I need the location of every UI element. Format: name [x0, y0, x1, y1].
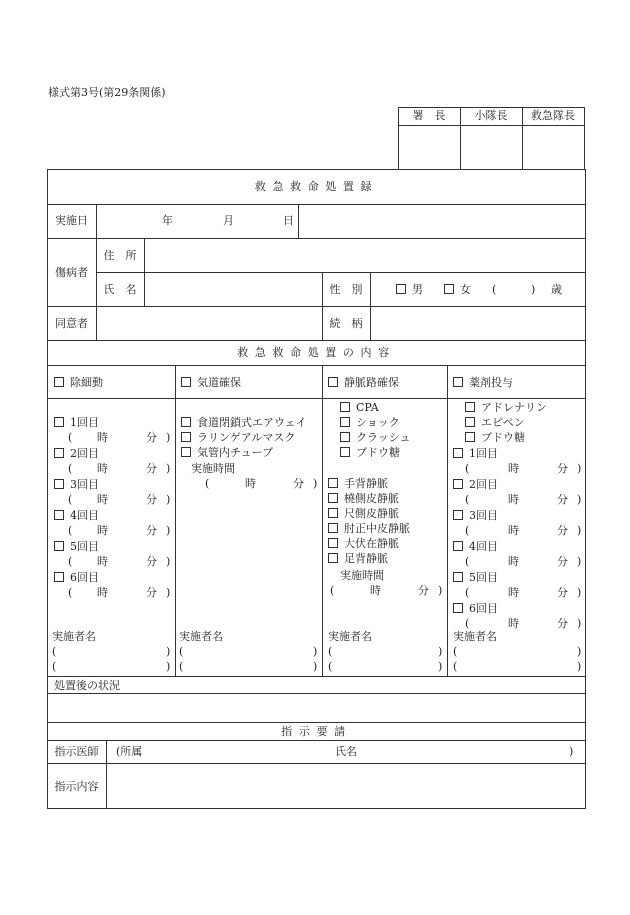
iv-condition-4-checkbox[interactable]: [340, 447, 350, 457]
drug-item-1: [453, 447, 498, 460]
drug-name-1: [465, 401, 547, 414]
iv-vein-4-checkbox[interactable]: [328, 523, 338, 533]
iv-vein-5-checkbox[interactable]: [328, 538, 338, 548]
drug-time-2-hour: 時: [508, 493, 519, 506]
defib-item-4: [54, 509, 99, 522]
airway-implementer-2-open: (: [179, 660, 184, 673]
drug-time-6-minute: 分: [557, 617, 568, 630]
approval-squad-leader-label: 小隊長: [474, 109, 508, 122]
iv-vein-6: [328, 552, 388, 565]
iv-vein-4: [328, 522, 410, 535]
defib-item-5-label: 5回目: [70, 540, 99, 553]
defib-implementer-2-open: (: [52, 660, 57, 673]
drug-time-3-hour: 時: [508, 524, 519, 537]
approval-chief-label: 署 長: [412, 109, 446, 122]
record-title: 救急救命処置録: [254, 180, 379, 193]
airway-item-3: [181, 446, 273, 459]
drug-time-1-close: ): [577, 462, 582, 475]
defib-label: 除細動: [70, 376, 103, 389]
iv-time-minute: 分: [418, 584, 429, 597]
defib-time-1-open: (: [68, 431, 73, 444]
defib-time-1-hour: 時: [97, 431, 108, 444]
defib-item-5: [54, 540, 99, 553]
drug-item-4: [453, 540, 498, 553]
drug-time-3-close: ): [577, 524, 582, 537]
iv-vein-3-checkbox[interactable]: [328, 508, 338, 518]
male-label: 男: [412, 283, 423, 296]
instruction-title: 指示要請: [281, 725, 352, 738]
defib-time-5-close: ): [166, 555, 171, 568]
drug-time-5-hour: 時: [508, 586, 519, 599]
defib-checkbox[interactable]: [54, 377, 64, 387]
drug-name-2-checkbox[interactable]: [465, 417, 475, 427]
drug-time-4-hour: 時: [508, 555, 519, 568]
defib-time-1-minute: 分: [146, 431, 157, 444]
drug-name-3-checkbox[interactable]: [465, 432, 475, 442]
iv-implementer-2-close: ): [438, 660, 443, 673]
day-label: 日: [283, 214, 294, 227]
iv-condition-1: [340, 401, 379, 414]
airway-implementer-2-close: ): [313, 660, 318, 673]
date-label: 実施日: [55, 214, 88, 227]
defib-time-1-close: ): [166, 431, 171, 444]
sex-options: [396, 283, 423, 296]
drug-time-4-close: ): [577, 555, 582, 568]
drug-item-3-label: 3回目: [469, 509, 498, 522]
after-status-label: 処置後の状況: [54, 679, 120, 692]
defib-item-4-label: 4回目: [70, 509, 99, 522]
defib-time-2-close: ): [166, 462, 171, 475]
drug-time-1-minute: 分: [557, 462, 568, 475]
iv-vein-6-label: 足背静脈: [344, 552, 388, 565]
content-title: 救急救命処置の内容: [237, 346, 396, 359]
drug-implementer-label: 実施者名: [453, 630, 497, 643]
defib-implementer-2-close: ): [166, 660, 171, 673]
iv-vein-6-checkbox[interactable]: [328, 553, 338, 563]
iv-condition-2-checkbox[interactable]: [340, 417, 350, 427]
airway-item-1: [181, 416, 307, 429]
drug-time-6-close: ): [577, 617, 582, 630]
doctor-name-label: 氏名: [335, 745, 357, 758]
drug-time-6-hour: 時: [508, 617, 519, 630]
approval-box: [398, 107, 585, 169]
drug-name-2-label: エピペン: [481, 416, 525, 429]
doctor-affiliation-label: (所属: [116, 745, 143, 758]
airway-item-2-label: ラリンゲアルマスク: [197, 431, 296, 444]
consent-label: 同意者: [55, 317, 88, 330]
iv-vein-5-label: 大伏在静脈: [344, 537, 399, 550]
defib-item-6: [54, 571, 99, 584]
iv-implementer-label: 実施者名: [328, 630, 372, 643]
drug-time-1-open: (: [465, 462, 470, 475]
sex-label: 性 別: [329, 283, 363, 296]
age-paren-close: ): [531, 283, 536, 296]
defib-time-2-minute: 分: [146, 462, 157, 475]
defib-item-6-checkbox[interactable]: [54, 572, 64, 582]
iv-vein-5: [328, 537, 399, 550]
defib-implementer-1-open: (: [52, 645, 57, 658]
female-label: 女: [460, 283, 471, 296]
drug-item-2-checkbox[interactable]: [453, 479, 463, 489]
defib-item-1-label: 1回目: [70, 416, 99, 429]
drug-item-4-label: 4回目: [469, 540, 498, 553]
drug-item-3: [453, 509, 498, 522]
drug-time-3-minute: 分: [557, 524, 568, 537]
drug-item-5: [453, 571, 498, 584]
year-label: 年: [162, 214, 173, 227]
defib-item-2-checkbox[interactable]: [54, 448, 64, 458]
iv-condition-3: [340, 431, 411, 444]
male-checkbox[interactable]: [396, 284, 406, 294]
airway-implementer-1-open: (: [179, 645, 184, 658]
airway-label: 気道確保: [197, 376, 241, 389]
iv-condition-1-checkbox[interactable]: [340, 402, 350, 412]
defib-implementer-label: 実施者名: [52, 630, 96, 643]
defib-item-3: [54, 478, 99, 491]
defib-item-6-label: 6回目: [70, 571, 99, 584]
defib-time-4-close: ): [166, 524, 171, 537]
defib-item-2-label: 2回目: [70, 447, 99, 460]
defib-time-3-close: ): [166, 493, 171, 506]
drug-implementer-1-close: ): [577, 645, 582, 658]
female-checkbox[interactable]: [444, 284, 454, 294]
defib-item-1-checkbox[interactable]: [54, 417, 64, 427]
drug-item-2: [453, 478, 498, 491]
airway-implementer-label: 実施者名: [179, 630, 223, 643]
iv-time-close: ): [438, 584, 443, 597]
drug-time-5-open: (: [465, 586, 470, 599]
airway-impl-time-label: 実施時間: [191, 462, 235, 475]
defib-item-1: [54, 416, 99, 429]
drug-name-3: [465, 431, 525, 444]
drug-item-4-checkbox[interactable]: [453, 541, 463, 551]
iv-condition-4: [340, 446, 400, 459]
iv-vein-2-checkbox[interactable]: [328, 493, 338, 503]
drug-time-1-hour: 時: [508, 462, 519, 475]
drug-item-6: [453, 602, 498, 615]
defib-time-2-open: (: [68, 462, 73, 475]
defib-time-6-close: ): [166, 586, 171, 599]
drug-time-2-open: (: [465, 493, 470, 506]
month-label: 月: [223, 214, 234, 227]
defib-item-4-checkbox[interactable]: [54, 510, 64, 520]
defib-item-2: [54, 447, 99, 460]
defib-item-5-checkbox[interactable]: [54, 541, 64, 551]
drug-implementer-1-open: (: [453, 645, 458, 658]
defib-implementer-1-close: ): [166, 645, 171, 658]
defib-time-6-open: (: [68, 586, 73, 599]
drug-name-1-checkbox[interactable]: [465, 402, 475, 412]
instruction-content-label: 指示内容: [54, 780, 99, 793]
drug-time-4-open: (: [465, 555, 470, 568]
airway-checkbox[interactable]: [181, 377, 191, 387]
iv-condition-2: [340, 416, 400, 429]
defib-time-5-hour: 時: [97, 555, 108, 568]
age-label: 歳: [551, 283, 562, 296]
airway-time-hour: 時: [245, 477, 256, 490]
drug-name-2: [465, 416, 525, 429]
drug-label: 薬剤投与: [469, 376, 513, 389]
iv-implementer-1-open: (: [328, 645, 333, 658]
drug-item-1-label: 1回目: [469, 447, 498, 460]
drug-time-6-open: (: [465, 617, 470, 630]
airway-item-3-label: 気管内チューブ: [197, 446, 274, 459]
iv-vein-2: [328, 492, 399, 505]
defib-time-4-hour: 時: [97, 524, 108, 537]
defib-time-3-open: (: [68, 493, 73, 506]
drug-implementer-2-open: (: [453, 660, 458, 673]
drug-time-4-minute: 分: [557, 555, 568, 568]
doctor-paren-close: ): [569, 745, 574, 758]
iv-checkbox[interactable]: [328, 377, 338, 387]
iv-impl-time-label: 実施時間: [340, 569, 384, 582]
airway-item-2-checkbox[interactable]: [181, 432, 191, 442]
drug-implementer-2-close: ): [577, 660, 582, 673]
iv-time-hour: 時: [370, 584, 381, 597]
airway-implementer-1-close: ): [313, 645, 318, 658]
iv-vein-1-checkbox[interactable]: [328, 478, 338, 488]
relation-label: 続 柄: [329, 317, 363, 330]
address-label: 住 所: [103, 249, 137, 262]
drug-item-2-label: 2回目: [469, 478, 498, 491]
drug-item-6-checkbox[interactable]: [453, 603, 463, 613]
defib-time-5-minute: 分: [146, 555, 157, 568]
defib-time-2-hour: 時: [97, 462, 108, 475]
drug-name-1-label: アドレナリン: [481, 401, 547, 414]
doctor-label: 指示医師: [54, 745, 99, 758]
iv-header: [328, 376, 399, 389]
airway-item-3-checkbox[interactable]: [181, 447, 191, 457]
drug-checkbox[interactable]: [453, 377, 463, 387]
iv-time-open: (: [330, 584, 335, 597]
drug-time-2-minute: 分: [557, 493, 568, 506]
iv-condition-2-label: ショック: [356, 416, 400, 429]
drug-name-3-label: ブドウ糖: [481, 431, 525, 444]
defib-time-6-minute: 分: [146, 586, 157, 599]
drug-item-3-checkbox[interactable]: [453, 510, 463, 520]
defib-time-6-hour: 時: [97, 586, 108, 599]
defib-time-3-hour: 時: [97, 493, 108, 506]
iv-vein-1-label: 手背静脈: [344, 477, 388, 490]
defib-time-5-open: (: [68, 555, 73, 568]
drug-time-5-minute: 分: [557, 586, 568, 599]
defib-header: [54, 376, 103, 389]
defib-time-3-minute: 分: [146, 493, 157, 506]
iv-label: 静脈路確保: [344, 376, 399, 389]
iv-condition-1-label: CPA: [356, 401, 379, 414]
iv-implementer-2-open: (: [328, 660, 333, 673]
drug-time-3-open: (: [465, 524, 470, 537]
iv-vein-4-label: 肘正中皮静脈: [344, 522, 410, 535]
airway-header: [181, 376, 241, 389]
airway-item-1-label: 食道閉鎖式エアウェイ: [197, 416, 307, 429]
patient-label: 傷病者: [55, 266, 88, 279]
airway-time-minute: 分: [293, 477, 304, 490]
drug-item-1-checkbox[interactable]: [453, 448, 463, 458]
name-label: 氏 名: [103, 283, 137, 296]
drug-time-2-close: ): [577, 493, 582, 506]
form-number: 様式第3号(第29条関係): [48, 86, 166, 99]
age-paren-open: (: [492, 283, 497, 296]
iv-vein-3: [328, 507, 399, 520]
defib-time-4-open: (: [68, 524, 73, 537]
iv-vein-2-label: 橈側皮静脈: [344, 492, 399, 505]
defib-item-3-label: 3回目: [70, 478, 99, 491]
airway-item-2: [181, 431, 295, 444]
airway-time-close: ): [313, 477, 318, 490]
iv-implementer-1-close: ): [438, 645, 443, 658]
approval-ems-leader-label: 救急隊長: [531, 109, 575, 122]
drug-item-6-label: 6回目: [469, 602, 498, 615]
drug-item-5-label: 5回目: [469, 571, 498, 584]
drug-time-5-close: ): [577, 586, 582, 599]
sex-options-female: [444, 283, 471, 296]
drug-item-5-checkbox[interactable]: [453, 572, 463, 582]
airway-time-open: (: [205, 477, 210, 490]
iv-vein-3-label: 尺側皮静脈: [344, 507, 399, 520]
defib-time-4-minute: 分: [146, 524, 157, 537]
airway-item-1-checkbox[interactable]: [181, 417, 191, 427]
drug-header: [453, 376, 513, 389]
iv-vein-1: [328, 477, 388, 490]
iv-condition-4-label: ブドウ糖: [356, 446, 400, 459]
iv-condition-3-checkbox[interactable]: [340, 432, 350, 442]
defib-item-3-checkbox[interactable]: [54, 479, 64, 489]
iv-condition-3-label: クラッシュ: [356, 431, 411, 444]
